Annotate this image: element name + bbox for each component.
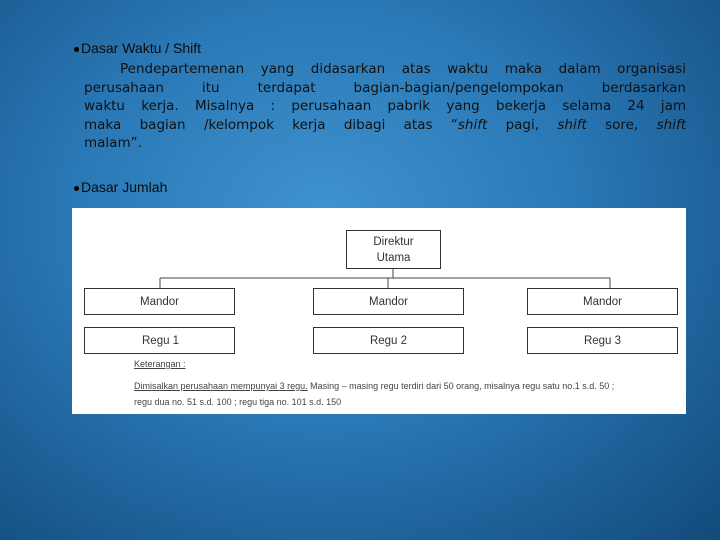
box-mandor-1 bbox=[84, 288, 235, 315]
para-line: malam”. bbox=[84, 135, 142, 152]
note-text-underlined: Dimisalkan perusahaan mempunyai 3 regu. bbox=[134, 381, 308, 391]
box-mandor-2 bbox=[313, 288, 464, 315]
bullet-label: Dasar Waktu / Shift bbox=[81, 40, 202, 56]
box-label: Direktur bbox=[373, 235, 414, 248]
shift-term: shift bbox=[557, 116, 587, 133]
note-text: Masing – masing regu terdiri dari 50 orang, misalnya regu satu no.1 s.d. 50 ; bbox=[307, 381, 615, 391]
box-label: Utama bbox=[376, 251, 411, 264]
bullet-dasar-waktu bbox=[74, 40, 201, 56]
box-regu-1 bbox=[84, 327, 235, 354]
box-label: Regu 1 bbox=[142, 334, 180, 347]
bullet-dasar-jumlah bbox=[74, 179, 167, 195]
box-label: Mandor bbox=[140, 295, 179, 308]
para-line: Pendepartemenan yang didasarkan atas waktu maka dalam organisasi bbox=[120, 61, 686, 77]
para-text: pagi, bbox=[487, 116, 558, 133]
box-regu-2 bbox=[313, 327, 464, 354]
box-regu-3 bbox=[527, 327, 678, 354]
box-label: Regu 2 bbox=[369, 334, 408, 347]
para-line: perusahaan itu terdapat bagian-bagian/pengelompokan berdasarkan bbox=[84, 79, 686, 96]
box-label: Mandor bbox=[583, 295, 622, 308]
box-label: Mandor bbox=[369, 295, 408, 308]
bullet-dot-icon bbox=[74, 186, 79, 191]
note-line bbox=[134, 381, 614, 391]
shift-term: shift bbox=[457, 116, 488, 133]
para-text: sore, bbox=[586, 116, 657, 133]
paragraph-dasar-waktu bbox=[84, 60, 686, 153]
para-text: maka bagian /kelompok kerja dibagi atas “ bbox=[84, 116, 458, 133]
box-mandor-3 bbox=[527, 288, 678, 315]
bullet-dot-icon bbox=[74, 47, 79, 52]
box-direktur-utama bbox=[346, 230, 441, 269]
para-line: waktu kerja. Misalnya : perusahaan pabrik yang bekerja selama 24 jam bbox=[84, 98, 686, 115]
note-line: regu dua no. 51 s.d. 100 ; regu tiga no. 101 s.d. 150 bbox=[134, 397, 342, 407]
para-line bbox=[84, 116, 686, 135]
org-chart bbox=[72, 208, 686, 414]
box-label: Regu 3 bbox=[583, 334, 622, 347]
shift-term: shift bbox=[656, 116, 686, 133]
note-title: Keterangan : bbox=[134, 359, 186, 369]
bullet-label: Dasar Jumlah bbox=[81, 179, 168, 195]
